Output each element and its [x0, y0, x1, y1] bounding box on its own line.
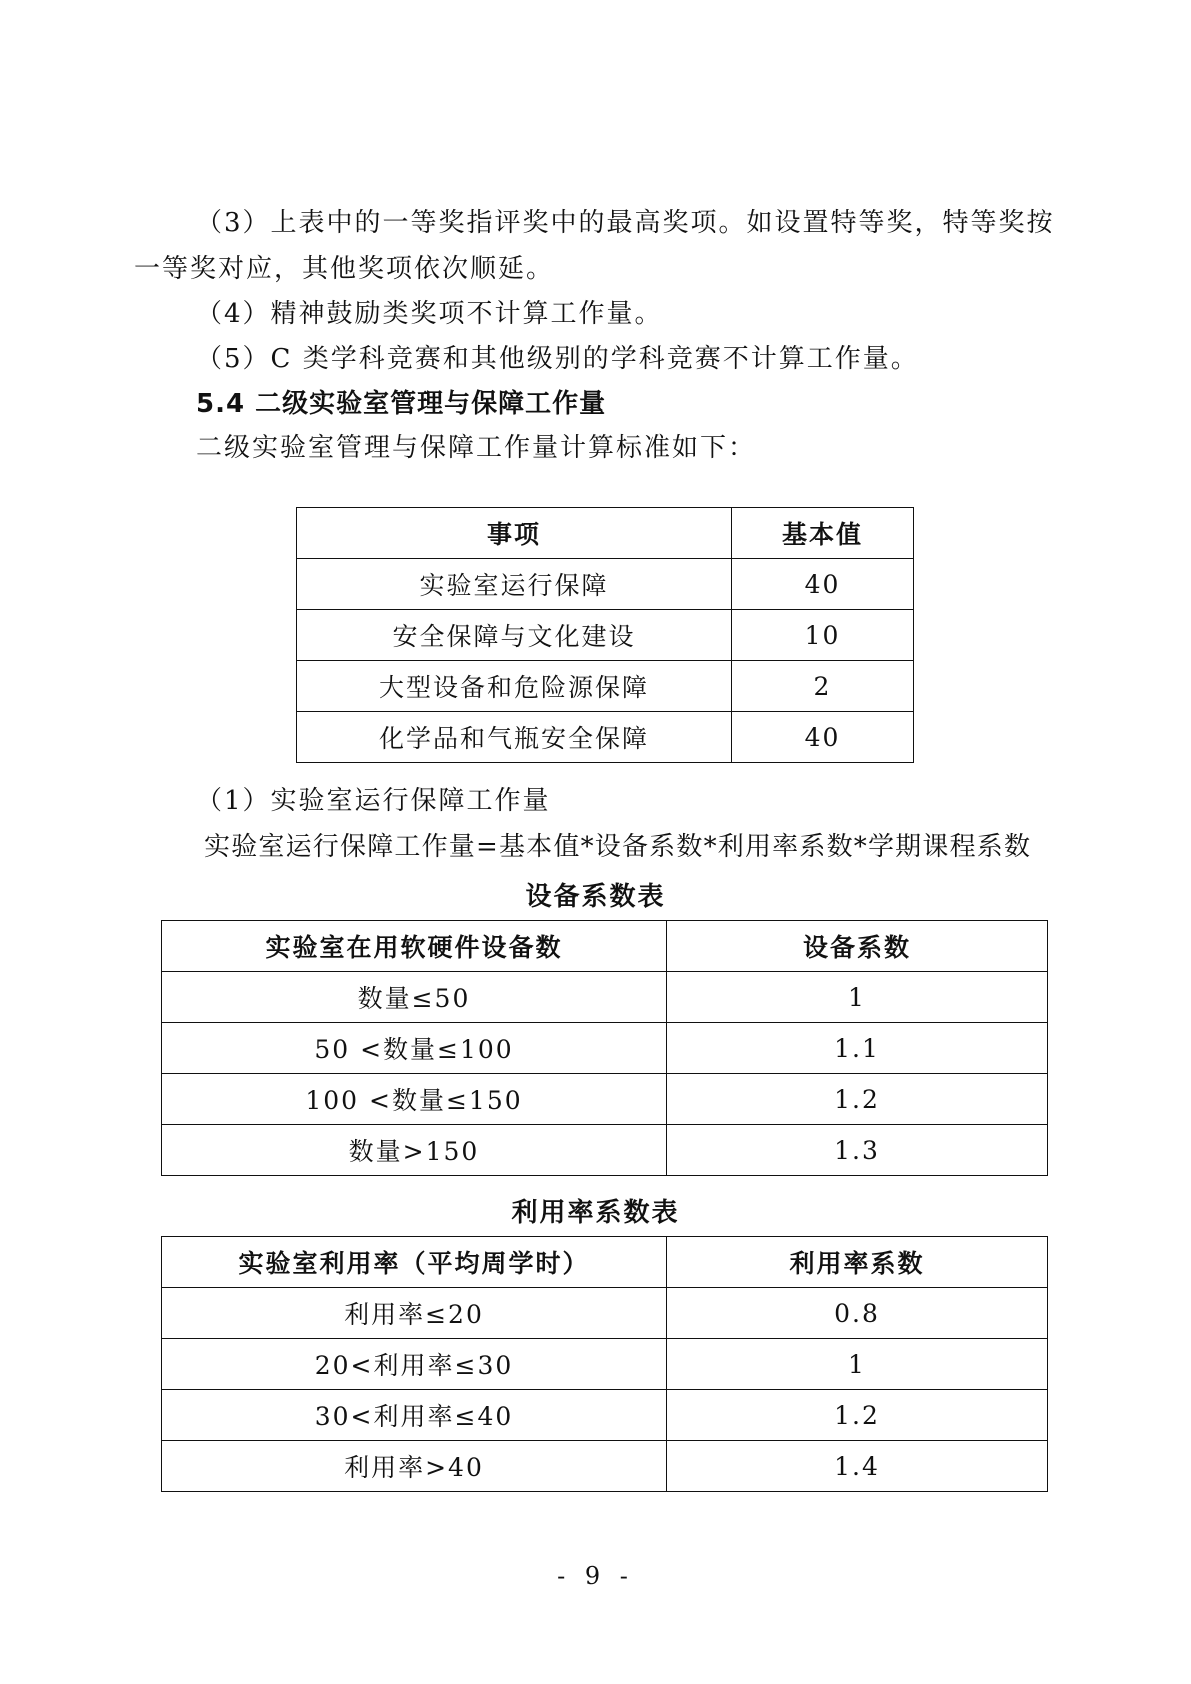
table-cell: 1.3 [667, 1125, 1048, 1176]
table-cell: 1.2 [667, 1074, 1048, 1125]
header-device-count: 实验室在用软硬件设备数 [162, 921, 667, 972]
paragraph-3-line-1: （3）上表中的一等奖指评奖中的最高奖项。如设置特等奖，特等奖按 [196, 208, 1055, 238]
table-cell: 1.4 [667, 1441, 1048, 1492]
table-cell: 利用率>40 [162, 1441, 667, 1492]
table-row [162, 1390, 1048, 1441]
paragraph-4: （4）精神鼓励类奖项不计算工作量。 [196, 299, 663, 329]
table-cell: 2 [732, 661, 914, 712]
utilization-coefficient-table [161, 1236, 1048, 1492]
paragraph-3-line-2: 一等奖对应，其他奖项依次顺延。 [134, 254, 555, 284]
equipment-coefficient-table [161, 920, 1048, 1176]
table-cell: 安全保障与文化建设 [297, 610, 732, 661]
table-row [297, 712, 914, 763]
table-row [162, 1288, 1048, 1339]
table-cell: 实验室运行保障 [297, 559, 732, 610]
sub-heading-1: （1）实验室运行保障工作量 [196, 786, 551, 816]
table-row [162, 1023, 1048, 1074]
utilization-table-caption: 利用率系数表 [511, 1198, 680, 1228]
paragraph-5: （5）C 类学科竞赛和其他级别的学科竞赛不计算工作量。 [196, 344, 919, 374]
table-cell: 30<利用率≤40 [162, 1390, 667, 1441]
table-cell: 利用率≤20 [162, 1288, 667, 1339]
intro-text: 二级实验室管理与保障工作量计算标准如下： [196, 433, 757, 463]
table-header-row [162, 921, 1048, 972]
formula-text: 实验室运行保障工作量=基本值*设备系数*利用率系数*学期课程系数 [204, 832, 1032, 862]
header-device-coefficient: 设备系数 [667, 921, 1048, 972]
table-cell: 化学品和气瓶安全保障 [297, 712, 732, 763]
table-cell: 1.1 [667, 1023, 1048, 1074]
header-base-value: 基本值 [732, 508, 914, 559]
table-header-row [162, 1237, 1048, 1288]
table-row [162, 972, 1048, 1023]
table-row [162, 1074, 1048, 1125]
table-row [297, 661, 914, 712]
table-cell: 100 <数量≤150 [162, 1074, 667, 1125]
header-item: 事项 [297, 508, 732, 559]
table-row [297, 559, 914, 610]
equipment-table-caption: 设备系数表 [525, 882, 666, 912]
table-cell: 40 [732, 559, 914, 610]
base-value-table [296, 507, 914, 763]
table-row [162, 1125, 1048, 1176]
table-row [162, 1441, 1048, 1492]
table-cell: 数量≤50 [162, 972, 667, 1023]
table-cell: 10 [732, 610, 914, 661]
table-cell: 大型设备和危险源保障 [297, 661, 732, 712]
table-cell: 1 [667, 1339, 1048, 1390]
table-cell: 50 <数量≤100 [162, 1023, 667, 1074]
table-header-row [297, 508, 914, 559]
table-row [297, 610, 914, 661]
table-cell: 1.2 [667, 1390, 1048, 1441]
table-cell: 数量>150 [162, 1125, 667, 1176]
header-utilization-rate: 实验室利用率（平均周学时） [162, 1237, 667, 1288]
page-number: - 9 - [557, 1562, 634, 1590]
table-cell: 1 [667, 972, 1048, 1023]
table-cell: 0.8 [667, 1288, 1048, 1339]
table-cell: 20<利用率≤30 [162, 1339, 667, 1390]
header-utilization-coefficient: 利用率系数 [667, 1237, 1048, 1288]
section-heading: 5.4 二级实验室管理与保障工作量 [196, 389, 607, 419]
table-row [162, 1339, 1048, 1390]
table-cell: 40 [732, 712, 914, 763]
